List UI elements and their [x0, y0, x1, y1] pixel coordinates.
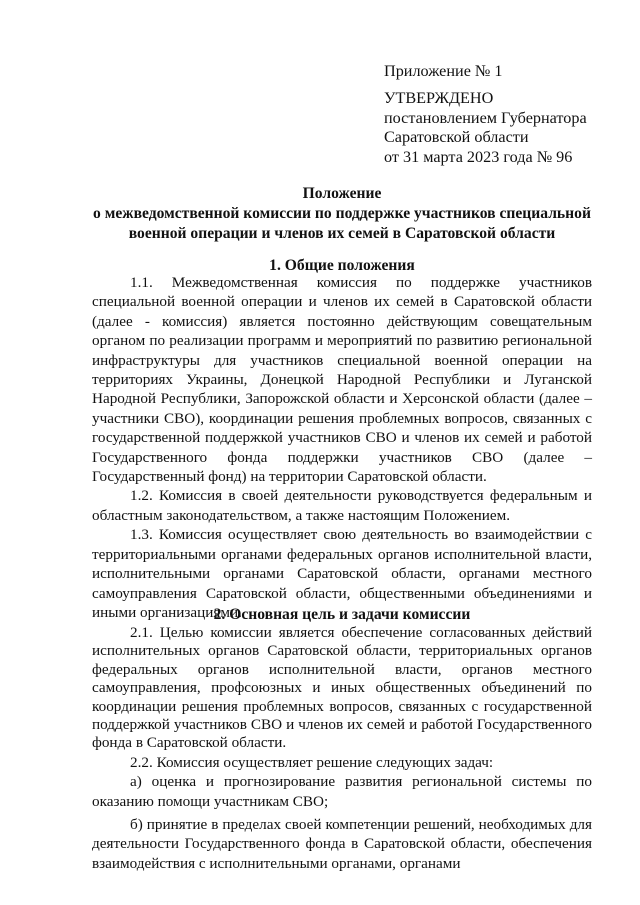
paragraph-2-1: 2.1. Целью комиссии является обеспечение согласованных действий исполнительных органов Саратовской области, территориальных органов федеральных органов исполнительной власти, органов местного самоуправления, профсоюзных и иных общественных объединений по координации решения проблемных вопросов, связанных с государственной поддержкой участников СВО и членов их семей и работой Государственного фонда в Саратовской области. — [92, 624, 592, 752]
title-line-2: о межведомственной комиссии по поддержке участников специальной — [93, 205, 591, 222]
paragraph-2-a: а) оценка и прогнозирование развития региональной системы по оказанию помощи участникам СВО; — [92, 773, 592, 810]
paragraph-1-2: 1.2. Комиссия в своей деятельности руководствуется федеральным и областным законодательством, а также настоящим Положением. — [92, 487, 592, 524]
paragraph-2-2: 2.2. Комиссия осуществляет решение следующих задач: — [130, 753, 494, 771]
paragraph-2-b: б) принятие в пределах своей компетенции решений, необходимых для деятельности Государственного фонда в Саратовской области, обеспечения взаимодействия с исполнительными органами, органами — [92, 816, 592, 872]
title-line-3: военной операции и членов их семей в Саратовской области — [128, 225, 556, 242]
section-1-heading: 1. Общие положения — [269, 257, 415, 274]
paragraph-1-1: 1.1. Межведомственная комиссия по поддержке участников специальной военной операции и членов их семей в Саратовской области (далее - комиссия) является постоянно действующим совещательным органом по реализации программ и мероприятий по развитию региональной инфраструктуры для участников специальной военной операции на территориях Украины, Донецкой Народной Республики и Луганской Народной Республики, Запорожской области и Херсонской области (далее – участники СВО), координации решения проблемных вопросов, связанных с государственной поддержкой участников СВО и членов их семей и работой Государственного фонда поддержки участников СВО (далее – Государственный фонд) на территории Саратовской области. — [92, 274, 592, 486]
section-2-body — [92, 624, 592, 873]
approval-line-1: постановлением Губернатора — [384, 108, 587, 127]
approval-line-2: Саратовской области — [384, 128, 529, 146]
title-line-1: Положение — [302, 185, 382, 202]
approval-line-3: от 31 марта 2023 года № 96 — [384, 147, 573, 166]
section-1-body — [92, 273, 592, 622]
approved-label: УТВЕРЖДЕНО — [384, 89, 494, 107]
paragraph-1-3: 1.3. Комиссия осуществляет свою деятельность во взаимодействии с территориальными органами федеральных органов исполнительной власти, исполнительными органами Саратовской области, органами местного самоуправления Саратовской области, общественными объединениями и иными организациями. — [92, 526, 592, 621]
appendix-label: Приложение № 1 — [384, 62, 503, 80]
section-2-heading: 2. Основная цель и задачи комиссии — [213, 606, 471, 623]
document-title — [92, 184, 592, 244]
